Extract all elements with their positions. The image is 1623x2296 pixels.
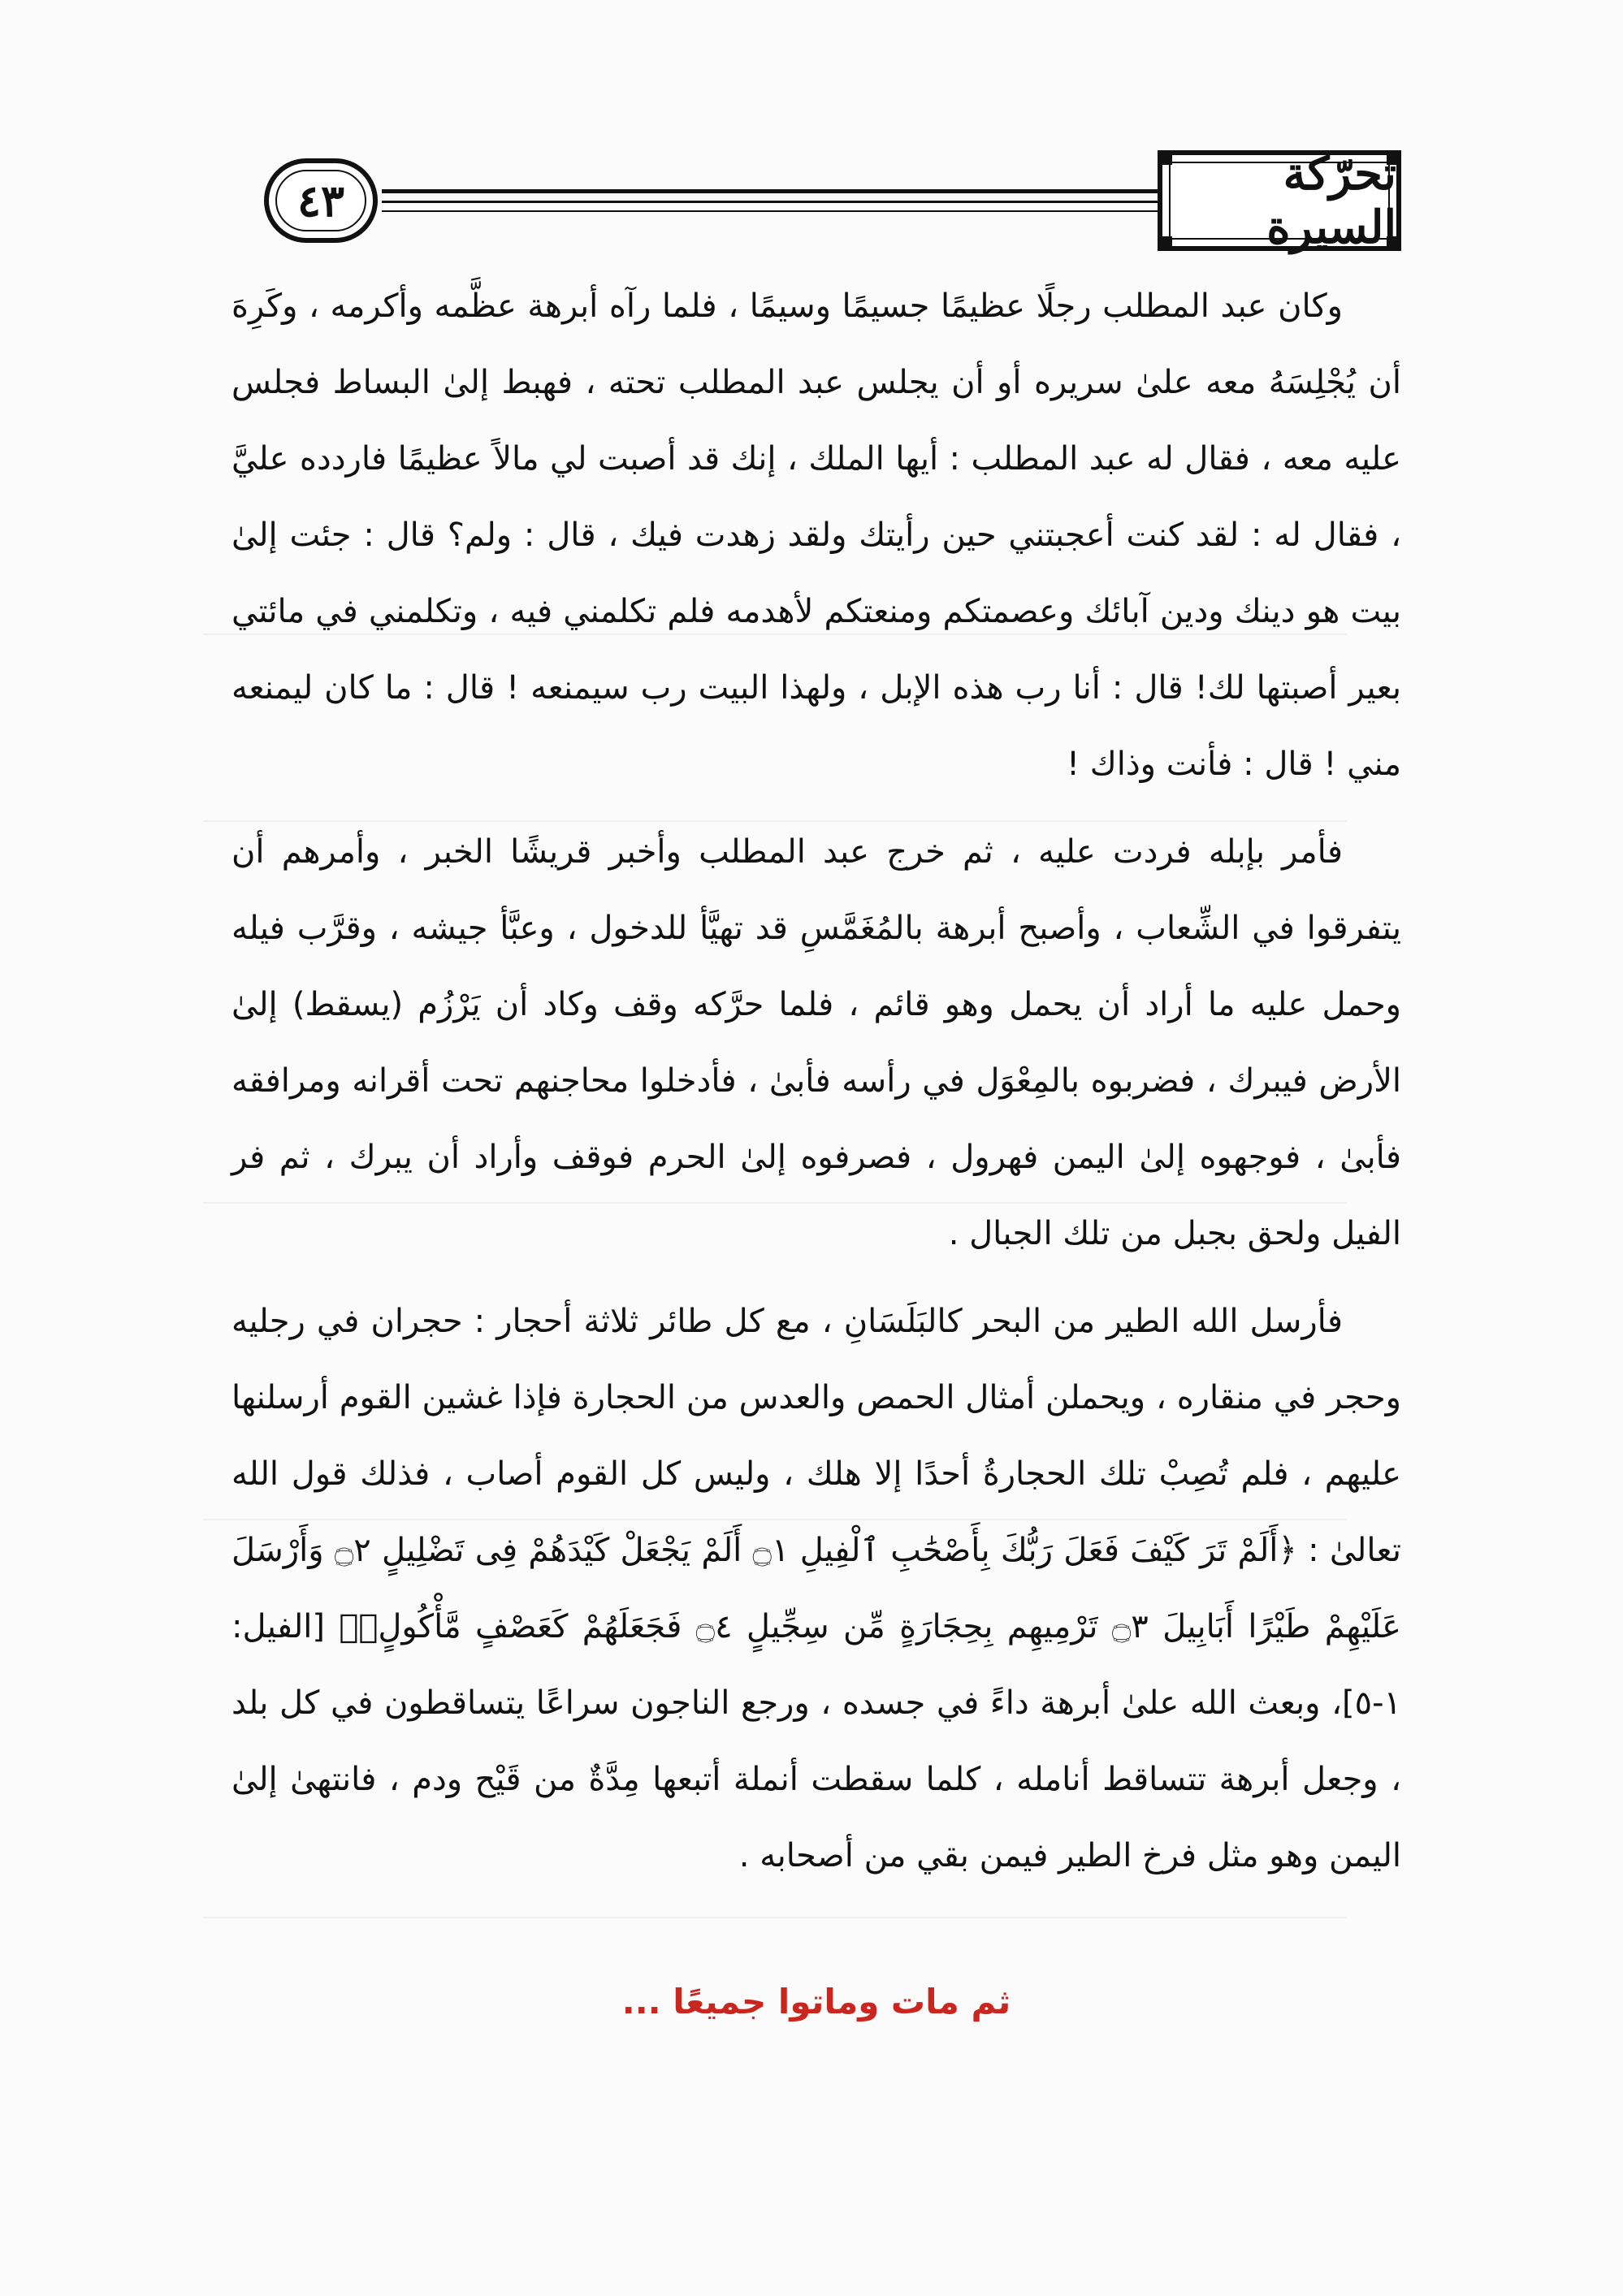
header-rule [382,189,1166,193]
body-text [232,268,1401,1905]
series-title: تحرّكة السيرة [1266,147,1396,254]
header-rule [382,201,1166,203]
page-header [227,147,1401,254]
page-number: ٤٣ [296,175,344,227]
page-number-badge [264,158,378,243]
series-title-box [1158,147,1401,254]
paragraph: فأمر بإبله فردت عليه ، ثم خرج عبد المطلب وأخبر قريشًا الخبر ، وأمرهم أن يتفرقوا في الشِّعاب ، وأصبح أبرهة بالمُغَمَّسِ قد تهيَّأ للدخول ، وعبَّأ جيشه ، وقرَّب فيله وحمل عليه ما أراد أن يحمل وهو قائم ، فلما حرَّكه وقف وكاد أن يَرْزُم (يسقط) إلىٰ الأرض فيبرك ، فضربوه بالمِعْوَل في رأسه فأبىٰ ، فأدخلوا محاجنهم تحت أقرانه ومرافقه فأبىٰ ، فوجهوه إلىٰ اليمن فهرول ، فصرفوه إلىٰ الحرم فوقف وأراد أن يبرك ، ثم فر الفيل ولحق بجبل من تلك الجبال . [232,833,1401,1252]
bleed-through [203,1917,1347,1946]
paragraph: فأرسل الله الطير من البحر كالبَلَسَانِ ، مع كل طائر ثلاثة أحجار : حجران في رجليه وحجر في منقاره ، ويحملن أمثال الحمص والعدس من الحجارة فإذا غشين القوم أرسلنها عليهم ، فلم تُصِبْ تلك الحجارةُ أحدًا إلا هلك ، وليس كل القوم أصاب ، فذلك قول الله تعالىٰ : ﴿أَلَمْ تَرَ كَيْفَ فَعَلَ رَبُّكَ بِأَصْحَٰبِ ٱلْفِيلِ ۝١ أَلَمْ يَجْعَلْ كَيْدَهُمْ فِى تَضْلِيلٍ ۝٢ وَأَرْسَلَ عَلَيْهِمْ طَيْرًا أَبَابِيلَ ۝٣ تَرْمِيهِم بِحِجَارَةٍ مِّن سِجِّيلٍ ۝٤ فَجَعَلَهُمْ كَعَصْفٍ مَّأْكُولٍۭ﴾ [الفيل: ١-٥]، وبعث الله علىٰ أبرهة داءً في جسده ، ورجع الناجون سراعًا يتساقطون في كل بلد ، وجعل أبرهة تتساقط أنامله ، كلما سقطت أنملة أتبعها مِدَّةٌ من قَيْح ودم ، فانتهىٰ إلىٰ اليمن وهو مثل فرخ الطير فيمن بقي من أصحابه . [232,1303,1402,1874]
closing-line: ثم مات وماتوا جميعًا ... [621,1982,1011,2021]
paragraph: وكان عبد المطلب رجلًا عظيمًا جسيمًا وسيمًا ، فلما رآه أبرهة عظَّمه وأكرمه ، وكَرِهَ أن يُجْلِسَهُ معه علىٰ سريره أو أن يجلس عبد المطلب تحته ، فهبط إلىٰ البساط فجلس عليه معه ، فقال له عبد المطلب : أيها الملك ، إنك قد أصبت لي مالاً عظيمًا فاردده عليَّ ، فقال له : لقد كنت أعجبتني حين رأيتك ولقد زهدت فيك ، قال : ولم؟ قال : جئت إلىٰ بيت هو دينك ودين آبائك وعصمتكم ومنعتكم لأهدمه فلم تكلمني فيه ، وتكلمني في مائتي بعير أصبتها لك! قال : أنا رب هذه الإبل ، ولهذا البيت رب سيمنعه ! قال : ما كان ليمنعه مني ! قال : فأنت وذاك ! [232,288,1401,783]
header-rule [382,210,1166,212]
